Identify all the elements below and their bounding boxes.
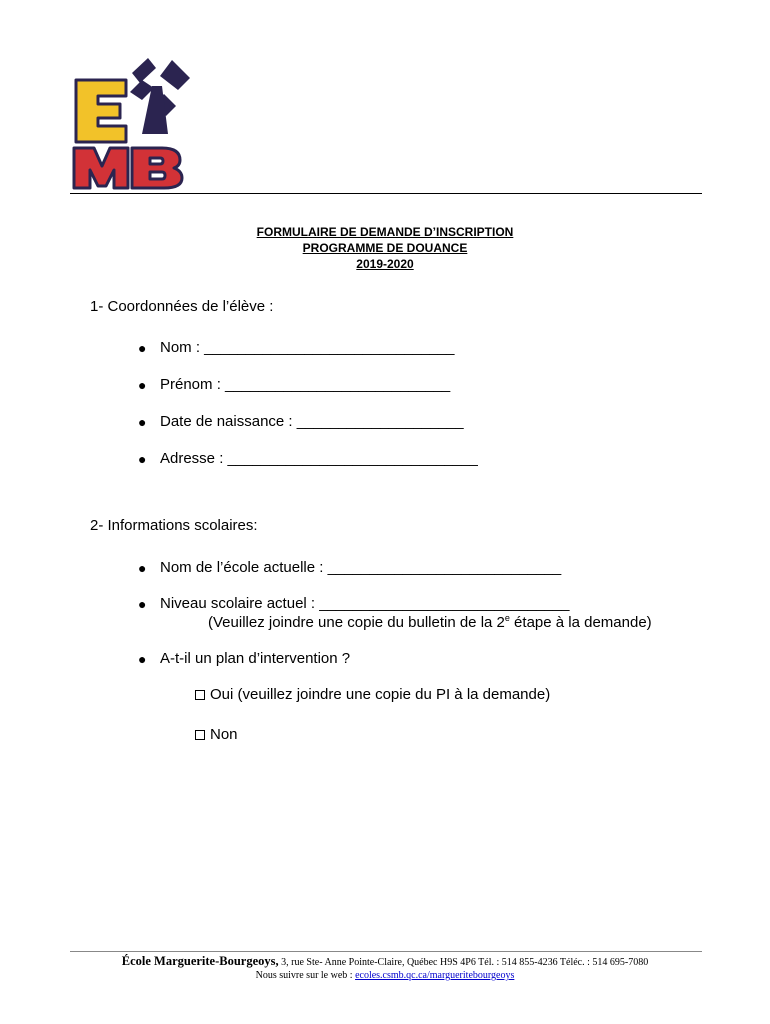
footer-web-line bbox=[0, 969, 770, 982]
bulletin-note-text: (Veuillez joindre une copie du bulletin de la 2 bbox=[208, 614, 505, 631]
school-logo bbox=[68, 48, 198, 193]
footer-web-link[interactable]: ecoles.csmb.qc.ca/margueritebourgeoys bbox=[355, 970, 515, 981]
checkbox-icon[interactable] bbox=[195, 690, 205, 700]
windmill-icon bbox=[130, 58, 190, 134]
bullet-icon: ● bbox=[138, 651, 147, 667]
logo-letter-m bbox=[74, 148, 128, 188]
niveau-scolaire-field[interactable]: Niveau scolaire actuel : ______________________________ bbox=[160, 595, 570, 612]
logo-letter-e bbox=[76, 80, 126, 142]
option-oui-label: Oui (veuillez joindre une copie du PI à la demande) bbox=[210, 686, 551, 703]
bulletin-note-superscript: e bbox=[504, 613, 510, 623]
logo-letter-b bbox=[132, 148, 182, 188]
bullet-icon: ● bbox=[138, 596, 147, 612]
bullet-icon: ● bbox=[138, 340, 147, 356]
bulletin-note-text-end: étape à la demande) bbox=[509, 614, 652, 631]
nom-field[interactable]: Nom : ______________________________ bbox=[160, 339, 455, 356]
footer-address-line bbox=[0, 955, 770, 969]
option-non-label: Non bbox=[210, 726, 238, 743]
footer-divider bbox=[70, 951, 702, 952]
footer-school-name: École Marguerite-Bourgeoys, bbox=[121, 954, 279, 968]
option-oui[interactable] bbox=[195, 686, 550, 703]
option-non[interactable] bbox=[195, 726, 238, 743]
footer bbox=[0, 955, 770, 982]
bullet-icon: ● bbox=[138, 414, 147, 430]
footer-address: 3, rue Ste- Anne Pointe-Claire, Québec H9S 4P6 Tél. : 514 855-4236 Téléc. : 514 695-7080 bbox=[278, 957, 649, 968]
checkbox-icon[interactable] bbox=[195, 730, 205, 740]
bullet-icon: ● bbox=[138, 560, 147, 576]
bullet-icon: ● bbox=[138, 451, 147, 467]
form-heading bbox=[0, 224, 770, 272]
footer-web-prefix: Nous suivre sur le web : bbox=[255, 970, 356, 981]
section-2-title: 2- Informations scolaires: bbox=[90, 517, 258, 534]
bullet-icon: ● bbox=[138, 377, 147, 393]
date-naissance-field[interactable]: Date de naissance : ____________________ bbox=[160, 413, 464, 430]
form-title: FORMULAIRE DE DEMANDE D’INSCRIPTION bbox=[256, 225, 514, 239]
bulletin-note bbox=[208, 613, 652, 631]
prenom-field[interactable]: Prénom : ___________________________ bbox=[160, 376, 451, 393]
school-year: 2019-2020 bbox=[356, 257, 414, 271]
section-1-title: 1- Coordonnées de l’élève : bbox=[90, 298, 274, 315]
adresse-field[interactable]: Adresse : ______________________________ bbox=[160, 450, 478, 467]
ecole-actuelle-field[interactable]: Nom de l’école actuelle : ____________________________ bbox=[160, 559, 562, 576]
program-title: PROGRAMME DE DOUANCE bbox=[302, 241, 468, 255]
plan-intervention-question: A-t-il un plan d’intervention ? bbox=[160, 650, 351, 667]
header-divider bbox=[70, 193, 702, 194]
